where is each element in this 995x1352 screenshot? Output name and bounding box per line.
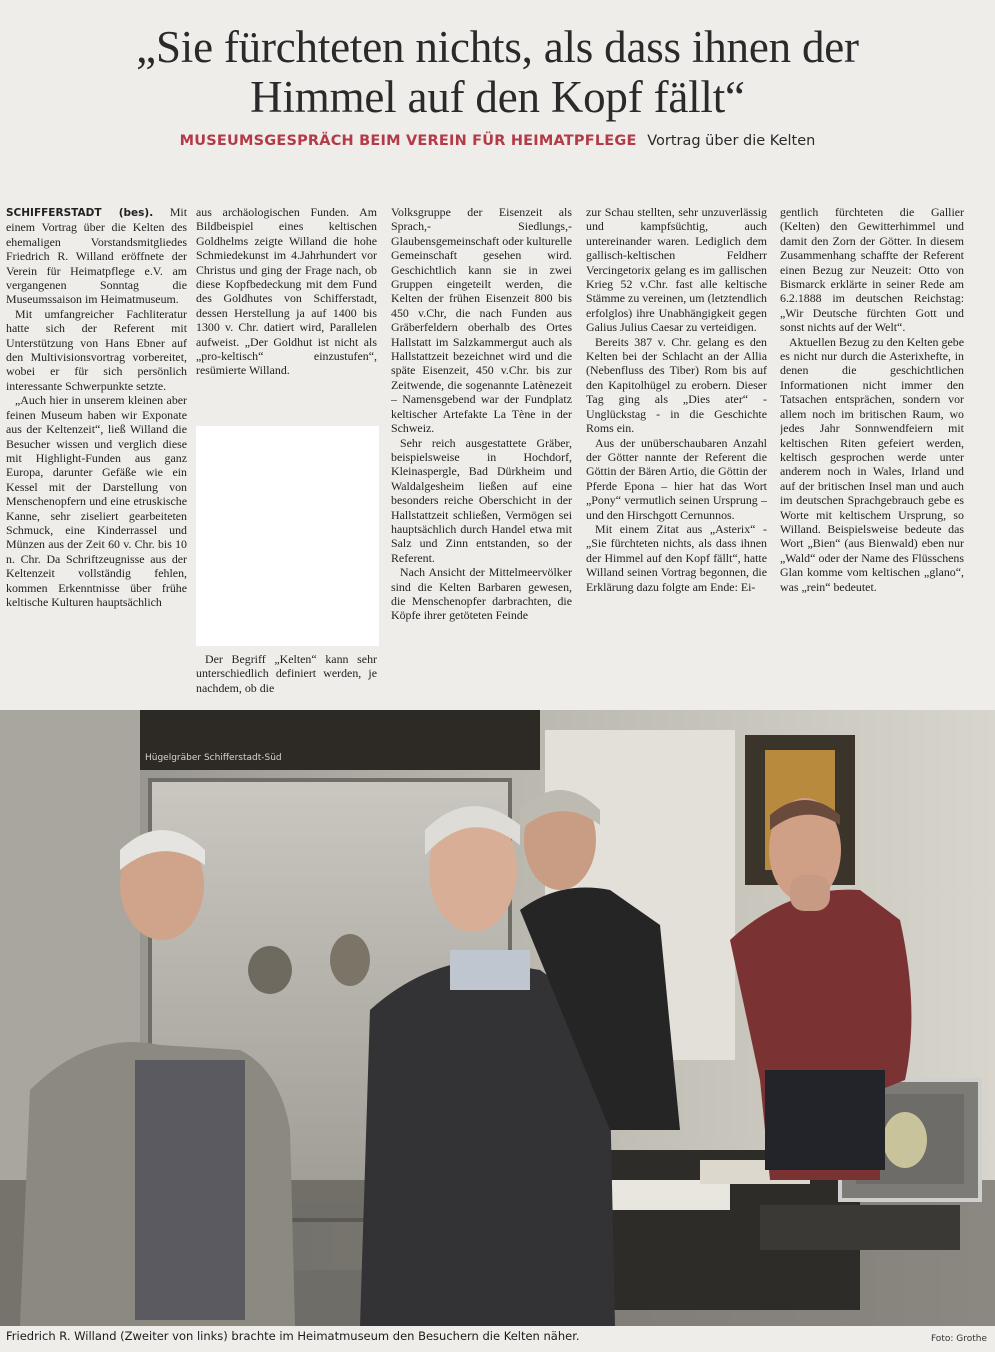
photo-illustration [0,710,995,1326]
dateline: SCHIFFERSTADT (bes). [6,207,154,219]
column-4 [586,205,767,594]
column-1-paragraph-3: „Auch hier in unserem kleinen aber feinen Museum haben wir Exponate aus der Keltenzeit“, ließ Willand die Besucher wissen und verglich diese mit Highlight-Funden aus ganz Europa, darunter Gefäße wie ein Kessel mit der Darstellung von Menschenopfern und eine etruskische Kanne, sehr ziseliert gearbeiteten Schmuck, eine Kinderrassel und Münzen aus der Zeit 60 v. Chr. bis 10 n. Chr. Da Schriftzeugnisse aus der Keltenzeit vollständig fehlen, kommen Erkenntnisse über frühe keltische Kulturen hauptsächlich [6,393,187,609]
column-2-paragraph-2: Der Begriff „Kelten“ kann sehr unterschiedlich definiert werden, je nachdem, ob die [196,652,377,695]
headline-line-2: Himmel auf den Kopf fällt“ [250,72,745,122]
column-4-paragraph-2: Bereits 387 v. Chr. gelang es den Kelten bei der Schlacht an der Allia (Nebenfluss des Tiber) Rom bis auf den Kapitolhügel zu erobern. Dieser Tag ging als „Dies ater“ - Unglückstag - in die Geschichte Roms ein. [586,334,767,436]
column-2-bottom [196,652,377,695]
article-photo [0,710,995,1326]
column-2-top [196,205,377,378]
column-5-paragraph-1: gentlich fürchteten die Gallier (Kelten) den Gewitterhimmel und damit den Zorn der Götter. In diesem Zusammenhang schaffte der Referent einen Bezug zur Neuzeit: Otto von Bismarck erklärte in seiner Rede am 6.2.1888 im deutschen Reichstag: „Wir Deutsche fürchten Gott und sonst nichts auf der Welt“. [780,205,964,335]
column-3-paragraph-1: Volksgruppe der Eisenzeit als Sprach,- Siedlungs,- Glaubensgemeinschaft oder kulturelle Gemeinschaft gesehen wird. Geschichtlich kann sie in zwei Gruppen eingeteilt werden, die Kelten der frühen Eisenzeit 800 bis 450 v.Chr, die nach Funden aus Gräberfeldern oberhalb des Ortes Hallstatt im Salzkammergut auch als Hallstattzeit bezeichnet wird und die späte Eisenzeit, 450 v.Chr. bis zur Zeitwende, die sogenannte Latènezeit – Namensgebend war der Fundplatz keltischer Artefakte La Tène in der Schweiz. [391,205,572,436]
column-4-paragraph-4: Mit einem Zitat aus „Asterix“ - „Sie fürchteten nichts, als dass ihnen der Himmel auf den Kopf fällt“, hatte Willand seinen Vortrag begonnen, die Erklärung dazu folgte am Ende: Ei- [586,521,767,594]
column-2-paragraph-1: aus archäologischen Funden. Am Bildbeispiel eines keltischen Goldhelms zeigte Willand die hohe Schmiedekunst im 4.Jahrhundert vor Christus und ging der Frage nach, ob diese Kopfbedeckung mit dem Fund des Goldhutes von Schifferstadt, dessen Herstellung ja auf 1400 bis 1300 v. Chr. datiert wird, Parallelen aufweist. „Der Goldhut ist nicht als „pro-keltisch“ einzustufen“, resümierte Willand. [196,205,377,378]
column-5-paragraph-2: Aktuellen Bezug zu den Kelten gebe es nicht nur durch die Asterixhefte, in denen die geschichtlichen Informationen nicht immer den Tatsachen entsprächen, sondern vor allem noch im britischen Raum, wo jedes Jahr Sonnwendfeiern mit keltischen Riten gefeiert werden, keltisch gesprochen werde unter anderem noch in Wales, Irland und auf der britischen Insel man und auch im deutschen Sprachgebrauch gebe es Worte mit keltischem Ursprung, so Willand. Beispielsweise bedeute das Wort „Bien“ (aus Bienwald) eben nur „Wald“ oder der Name des Flüsschens Glan komme vom keltischen „glano“, was „rein“ bedeutet. [780,334,964,594]
blank-box [196,426,379,646]
subtitle: Vortrag über die Kelten [647,133,816,149]
column-1 [6,205,187,609]
headline [0,22,995,122]
photo-credit: Foto: Grothe [930,1334,987,1344]
photo-caption: Friedrich R. Willand (Zweiter von links) brachte im Heimatmuseum den Besuchern die Kelten näher. [6,1329,580,1343]
column-5 [780,205,964,594]
subline [0,133,995,149]
column-3 [391,205,572,623]
column-1-paragraph-2: Mit umfangreicher Fachliteratur hatte sich der Referent mit Unterstützung von Hans Ebner auf den Multivisionsvortrag vorbereitet, wobei er für sich persönlich interessante Schwerpunkte setzte. [6,306,187,393]
column-3-paragraph-3: Nach Ansicht der Mittelmeervölker sind die Kelten Barbaren gewesen, die Menschenopfer darbrachten, die Köpfe ihrer getöteten Feinde [391,565,572,623]
column-4-paragraph-3: Aus der unüberschaubaren Anzahl der Götter nannte der Referent die Göttin der Bären Artio, die Göttin der Pferde Epona – hier hat das Wort „Pony“ vermutlich seinen Ursprung – und den Hirschgott Cernunnos. [586,435,767,522]
headline-line-1: „Sie fürchteten nichts, als dass ihnen der [136,22,859,72]
exhibit-sign: Hügelgräber Schifferstadt-Süd [145,753,282,763]
column-3-paragraph-2: Sehr reich ausgestattete Gräber, beispielsweise in Hochdorf, Kleinaspergle, Bad Dürkheim und Waldalgesheim ließen auf eine besonders reiche Oberschicht in der Hallstattzeit schließen, Vermögen sei hauptsächlich durch Handel etwa mit Salz und Zinn entstanden, so der Referent. [391,435,572,565]
column-1-paragraph-1: SCHIFFERSTADT (bes). Mit einem Vortrag über die Kelten des ehemaligen Vorstandsmitgliedes Friedrich R. Willand eröffnete der Verein für Heimatpflege e.V. am vergangenen Sonntag die Museumssaison im Heimatmuseum. [6,205,187,307]
column-4-paragraph-1: zur Schau stellten, sehr unzuverlässig und kampfsüchtig, auch untereinander waren. Lediglich dem gallisch-keltischen Feldherr Vercingetorix gelang es im gallischen Krieg 52 v.Chr. fast alle keltische Stämme zu vereinen, um (letztendlich erfolglos) ihre Unabhängigkeit gegen Galius Julius Caesar zu verteidigen. [586,205,767,335]
kicker: MUSEUMSGESPRÄCH BEIM VEREIN FÜR HEIMATPFLEGE [179,133,637,149]
